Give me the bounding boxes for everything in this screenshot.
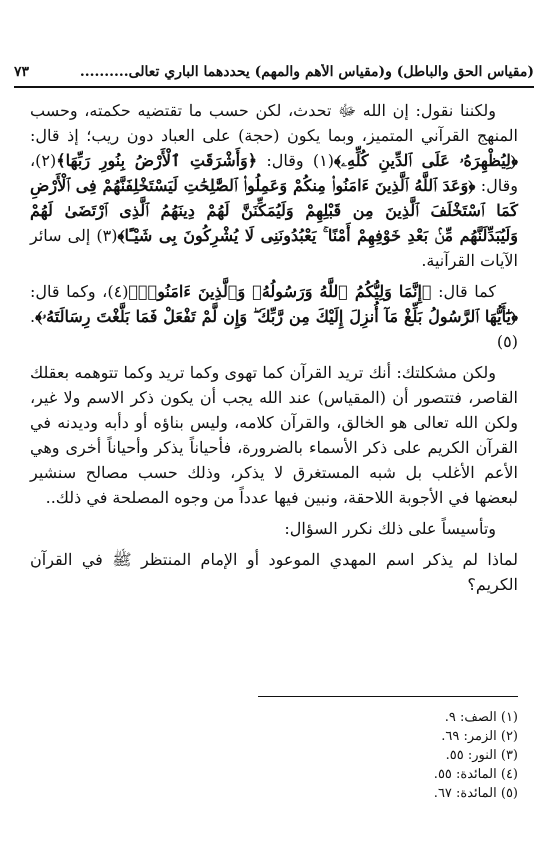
footnotes <box>298 708 518 803</box>
text-run: (٤)، وكما قال: <box>30 282 129 301</box>
paragraph-p2 <box>30 279 518 354</box>
quran-verse: ﴿يَٰٓأَيُّهَا ٱلرَّسُولُ بَلِّغْ مَآ أُنزِلَ إِلَيْكَ مِن رَّبِّكَ ۖ وَإِن لَّمْ تَفْعَلْ فَمَا بَلَّغْتَ رِسَالَتَهُۥ﴾ <box>35 307 518 326</box>
header-title: (مقياس الحق والباطل) و(مقياس الأهم والمهم) يحددهما الباري تعالى.......... <box>79 64 534 80</box>
text-run: ولكننا نقول: إن الله ﷻ تحدث، لكن حسب ما تقتضيه حكمته، وحسب المنهج القرآني المتميز، وبما يكون (حجة) على العباد دون ريب؛ إذ قال: <box>30 101 518 145</box>
text-run: وتأسيساً على ذلك نكرر السؤال: <box>284 519 496 538</box>
footnote-separator <box>258 696 518 697</box>
text-run: ولكن مشكلتك: أنك تريد القرآن كما تهوى وكما تريد وكما تتوهمه بعقلك القاصر، فتتصور أن (المقياس) عند الله يجب أن يكون ذكر الاسم ولا غير، ولكن الله تعالى هو الخالق، والقرآن كلامه، وليس بناؤه أو دأبه وديدنه في القرآن الكريم على ذكر الأسماء بالضرورة، فأحياناً يذكر وأحياناً أخرى وهي الأعم الأغلب بل شبه المستغرق لا يذكر، وذلك حسب مصالح سنشير لبعضها في الأجوبة اللاحقة، ونبين فيها عدداً من وجوه المصلحة في ذلك.. <box>30 363 518 507</box>
quran-verse: ﴿وَعَدَ ٱللَّهُ ٱلَّذِينَ ءَامَنُوا۟ مِنكُمْ وَعَمِلُوا۟ ٱلصَّٰلِحَٰتِ لَيَسْتَخْلِفَنَّهُمْ فِى ٱلْأَرْضِ كَمَا ٱسْتَخْلَفَ ٱلَّذِينَ مِن قَبْلِهِمْ وَلَيُمَكِّنَنَّ لَهُمْ دِينَهُمُ ٱلَّذِى ٱرْتَضَىٰ لَهُمْ وَلَيُبَدِّلَنَّهُم مِّنۢ بَعْدِ خَوْفِهِمْ أَمْنًا ۚ يَعْبُدُونَنِى لَا يُشْرِكُونَ بِى شَيْـًٔا﴾ <box>30 176 518 245</box>
paragraph-p3 <box>30 360 518 510</box>
paragraph-p4 <box>30 516 518 541</box>
footnote: (٥) المائدة: ٦٧. <box>433 786 518 801</box>
paragraph-p5 <box>30 547 518 597</box>
quran-verse: ﴿وَأَشْرَقَتِ ٱلْأَرْضُ بِنُورِ رَبِّهَا﴾ <box>56 151 258 170</box>
paragraph-p1 <box>30 98 518 273</box>
text-run: لماذا لم يذكر اسم المهدي الموعود أو الإمام المنتظر ﷺ في القرآن الكريم؟ <box>30 550 518 594</box>
page-number: ٧٣ <box>14 64 30 80</box>
quran-verse: ﴿إِنَّمَا وَلِيُّكُمُ ٱللَّهُ وَرَسُولُهُۥ وَٱلَّذِينَ ءَامَنُوا۟﴾ <box>128 282 432 301</box>
main-text <box>30 98 518 603</box>
text-run: كما قال: <box>431 282 497 301</box>
running-header <box>14 56 534 80</box>
quran-verse: ﴿لِيُظْهِرَهُۥ عَلَى ٱلدِّينِ كُلِّهِۦ﴾ <box>333 151 519 170</box>
footnote: (٤) المائدة: ٥٥. <box>433 767 518 782</box>
footnote: (١) الصف: ٩. <box>444 710 518 725</box>
footnote: (٣) النور: ٥٥. <box>445 748 518 763</box>
text-run: (٣) إلى سائر الآيات القرآنية. <box>30 226 518 270</box>
text-run: (٢)، وقال: <box>30 151 518 195</box>
text-run: (١) وقال: <box>257 151 334 170</box>
text-run: .(٥) <box>30 307 518 351</box>
header-rule <box>14 86 534 88</box>
footnote: (٢) الزمر: ٦٩. <box>441 729 518 744</box>
